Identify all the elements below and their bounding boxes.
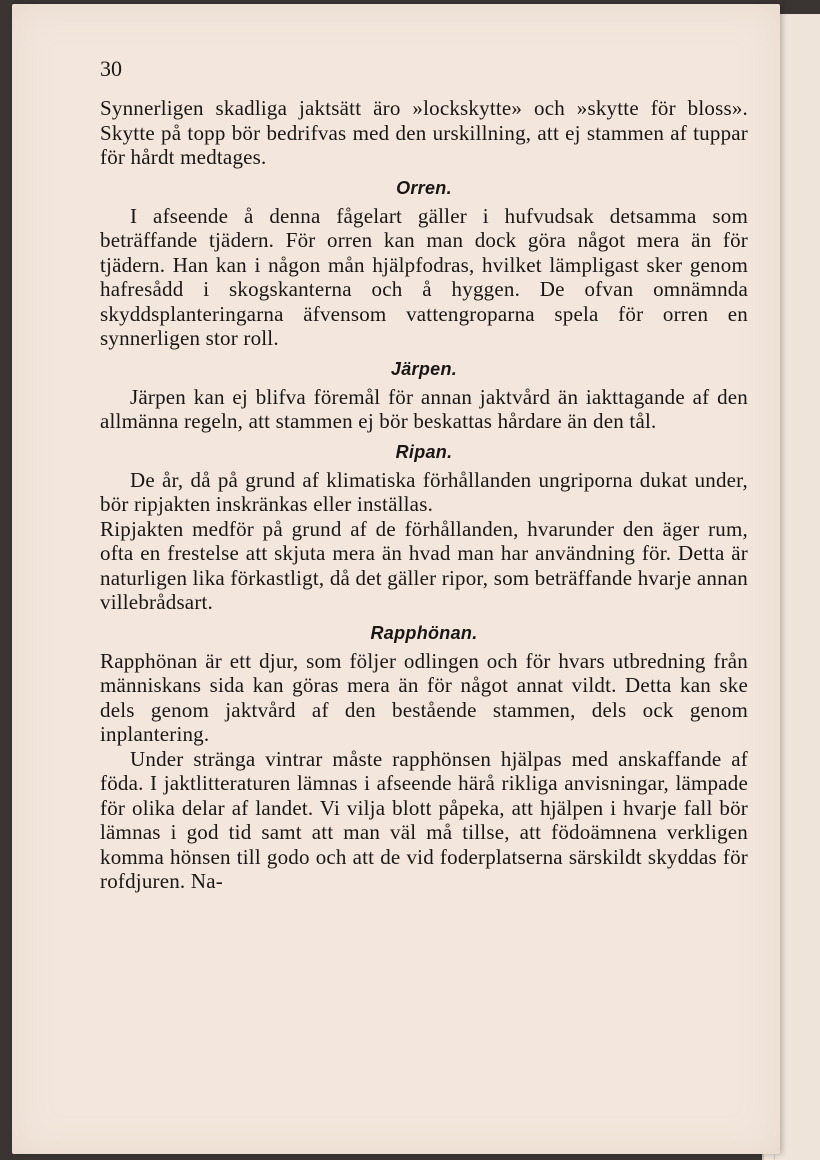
rapphonan-paragraph-2: Under stränga vintrar måste rapphönsen hjälpas med anskaffande af föda. I jaktlitteraturen lämnas i afseende härå rikliga anvisningar, lämpade för olika delar af landet. Vi vilja blott påpeka, att hjälpen i hvarje fall bör lämnas i god tid samt att man väl må tillse, att födoämnena verkligen komma hönsen till godo och att de vid foderplatserna särskildt skyddas för rofdjuren. Na- xyxy=(100,746,748,893)
intro-paragraph: Synnerligen skadliga jaktsätt äro »lockskytte» och »skytte för bloss». Skytte på topp bör bedrifvas med den urskillning, att ej stammen af tuppar för hårdt medtages. xyxy=(100,96,748,169)
ripan-paragraph-2: Ripjakten medför på grund af de förhållanden, hvarunder den äger rum, ofta en frestelse att skjuta mera än hvad man har användning för. Detta är naturligen lika förkastligt, då det gäller ripor, som beträffande hvarje annan villebrådsart. xyxy=(100,516,748,614)
page-number: 30 xyxy=(100,56,122,81)
book-page xyxy=(12,4,780,1154)
orren-paragraph: I afseende å denna fågelart gäller i hufvudsak detsamma som beträffande tjädern. För orren kan man dock göra något mera än för tjädern. Han kan i någon mån hjälpfodras, hvilket lämpligast sker genom hafresådd i skogskanterna och å hyggen. De ofvan omnämnda skyddsplanteringarna äfvensom vattengroparna spela för orren en synnerligen stor roll. xyxy=(100,203,748,350)
page-text xyxy=(100,96,748,894)
section-heading-orren: Orren. xyxy=(396,177,452,198)
section-heading-rapphonan: Rapphönan. xyxy=(370,622,478,643)
jarpen-paragraph: Järpen kan ej blifva föremål för annan jaktvård än iakttagande af den allmänna regeln, att stammen ej bör beskattas hårdare än den tål. xyxy=(100,384,748,433)
rapphonan-paragraph-1: Rapphönan är ett djur, som följer odlingen och för hvars utbredning från människans sida kan göras mera än för något annat vildt. Detta kan ske dels genom jaktvård af den bestående stammen, dels ock genom inplantering. xyxy=(100,648,748,746)
section-heading-jarpen: Järpen. xyxy=(390,358,458,379)
ripan-paragraph-1: De år, då på grund af klimatiska förhållanden ungriporna dukat under, bör ripjakten inskränkas eller inställas. xyxy=(100,467,748,516)
section-heading-ripan: Ripan. xyxy=(395,441,453,462)
